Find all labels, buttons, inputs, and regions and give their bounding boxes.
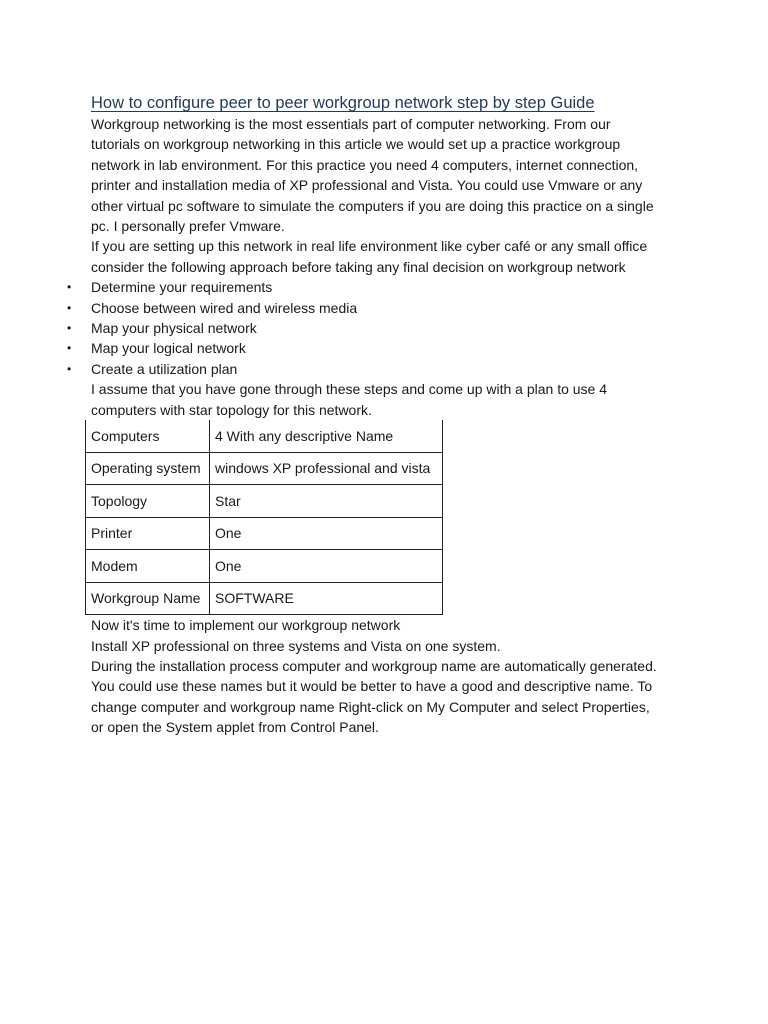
bullet-icon: • (67, 361, 72, 376)
list-item-label: Map your physical network (91, 320, 257, 337)
requirements-list (67, 277, 691, 379)
table-row (86, 485, 443, 518)
bullet-icon: • (67, 341, 72, 356)
text-line: pc. I personally prefer Vmware. (91, 218, 285, 235)
text-line: printer and installation media of XP professional and Vista. You could use Vmware or any (91, 177, 643, 194)
text-line: Workgroup networking is the most essentials part of computer networking. From our (91, 116, 611, 132)
network-plan-table (85, 420, 443, 615)
table-cell-label: Topology (86, 485, 210, 518)
implementation-paragraph (91, 615, 691, 737)
text-line: computers with star topology for this network. (91, 401, 372, 418)
table-row (86, 517, 443, 550)
bullet-icon: • (67, 300, 72, 315)
bullet-icon: • (67, 321, 72, 336)
table-cell-value: SOFTWARE (210, 582, 443, 615)
list-item-label: Map your logical network (91, 340, 246, 357)
list-item (67, 338, 691, 358)
list-item (67, 298, 691, 318)
text-line: change computer and workgroup name Right-click on My Computer and select Properties, (91, 698, 650, 715)
intro-paragraph (91, 114, 691, 277)
table-cell-value: windows XP professional and vista (210, 452, 443, 485)
table-cell-value: Star (210, 485, 443, 518)
bullet-icon: • (67, 280, 72, 295)
table-cell-label: Computers (86, 420, 210, 452)
text-line: You could use these names but it would be better to have a good and descriptive name. To (91, 678, 653, 695)
text-line: consider the following approach before taking any final decision on workgroup network (91, 258, 626, 275)
list-item (67, 318, 691, 338)
text-line: If you are setting up this network in real life environment like cyber café or any small office (91, 238, 648, 255)
table-row (86, 582, 443, 615)
table-cell-label: Modem (86, 550, 210, 583)
text-line: network in lab environment. For this practice you need 4 computers, internet connection, (91, 156, 639, 173)
document-title: How to configure peer to peer workgroup network step by step Guide (91, 94, 595, 112)
table-row (86, 452, 443, 485)
table-cell-value: One (210, 550, 443, 583)
plan-paragraph (91, 379, 691, 420)
table-cell-value: 4 With any descriptive Name (210, 420, 443, 452)
table-cell-value: One (210, 517, 443, 550)
table-row (86, 550, 443, 583)
document-page (67, 92, 691, 738)
table-cell-label: Operating system (86, 452, 210, 485)
table-row (86, 420, 443, 452)
text-line: During the installation process computer and workgroup name are automatically generated. (91, 657, 657, 674)
table-cell-label: Printer (86, 517, 210, 550)
table-cell-label: Workgroup Name (86, 582, 210, 615)
text-line: I assume that you have gone through these steps and come up with a plan to use 4 (91, 381, 608, 398)
text-line: Now it's time to implement our workgroup network (91, 617, 401, 634)
list-item-label: Determine your requirements (91, 279, 273, 296)
text-line: Install XP professional on three systems and Vista on one system. (91, 637, 501, 654)
list-item-label: Create a utilization plan (91, 360, 238, 377)
list-item (67, 277, 691, 297)
text-line: tutorials on workgroup networking in this article we would set up a practice workgroup (91, 136, 621, 153)
text-line: other virtual pc software to simulate the computers if you are doing this practice on a single (91, 197, 654, 214)
list-item-label: Choose between wired and wireless media (91, 299, 358, 316)
list-item (67, 359, 691, 379)
text-line: or open the System applet from Control Panel. (91, 719, 379, 736)
